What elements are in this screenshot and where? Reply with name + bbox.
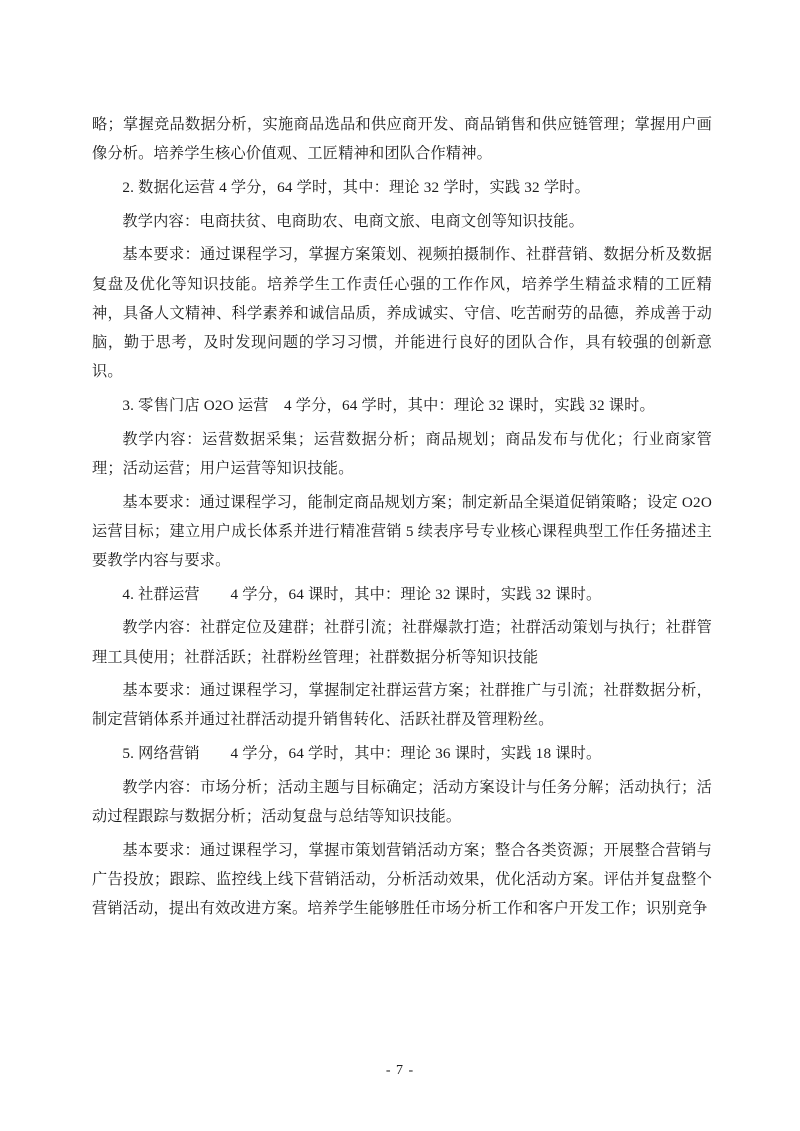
paragraph-continuation: 略；掌握竞品数据分析，实施商品选品和供应商开发、商品销售和供应链管理；掌握用户画像分析。培养学生核心价值观、工匠精神和团队合作精神。 bbox=[92, 116, 712, 163]
paragraph-course-3-content: 教学内容：运营数据采集；运营数据分析；商品规划；商品发布与优化；行业商家管理；活动运营；用户运营等知识技能。 bbox=[92, 430, 712, 477]
paragraph-course-4-heading: 4. 社群运营 4 学分，64 课时，其中：理论 32 课时，实践 32 课时。 bbox=[122, 585, 602, 603]
paragraph-course-4-requirements: 基本要求：通过课程学习，掌握制定社群运营方案；社群推广与引流；社群数据分析，制定营销体系并通过社群活动提升销售转化、活跃社群及管理粉丝。 bbox=[92, 682, 712, 729]
paragraph-course-3-requirements: 基本要求：通过课程学习，能制定商品规划方案；制定新品全渠道促销策略；设定 O2O 运营目标；建立用户成长体系并进行精准营销 5 续表序号专业核心课程典型工作任务描述主要教学内容与要求。 bbox=[92, 493, 712, 569]
paragraph-course-5-requirements: 基本要求：通过课程学习，掌握市策划营销活动方案；整合各类资源；开展整合营销与广告投放；跟踪、监控线上线下营销活动，分析活动效果，优化活动方案。评估并复盘整个营销活动，提出有效改进方案。培养学生能够胜任市场分析工作和客户开发工作；识别竞争 bbox=[92, 841, 712, 918]
page-body bbox=[92, 110, 712, 928]
paragraph-course-2-heading: 2. 数据化运营 4 学分，64 学时，其中：理论 32 学时，实践 32 学时。 bbox=[122, 178, 591, 196]
paragraph-course-5-content: 教学内容：市场分析；活动主题与目标确定；活动方案设计与任务分解；活动执行；活动过程跟踪与数据分析；活动复盘与总结等知识技能。 bbox=[92, 778, 712, 826]
paragraph-course-4-content: 教学内容：社群定位及建群；社群引流；社群爆款打造；社群活动策划与执行；社群管理工具使用；社群活跃；社群粉丝管理；社群数据分析等知识技能 bbox=[92, 619, 712, 666]
paragraph-course-5-heading: 5. 网络营销 4 学分，64 学时，其中：理论 36 课时，实践 18 课时。 bbox=[122, 745, 602, 763]
page-number: - 7 - bbox=[385, 1063, 415, 1078]
paragraph-course-2-requirements: 基本要求：通过课程学习，掌握方案策划、视频拍摄制作、社群营销、数据分析及数据复盘及优化等知识技能。培养学生工作责任心强的工作作风，培养学生精益求精的工匠精神，具备人文精神、科学素养和诚信品质，养成诚实、守信、吃苦耐劳的品德，养成善于动脑，勤于思考，及时发现问题的学习习惯，并能进行良好的团队合作，具有较强的创新意识。 bbox=[92, 246, 712, 381]
paragraph-course-3-heading: 3. 零售门店 O2O 运营 4 学分，64 学时，其中：理论 32 课时，实践 32 课时。 bbox=[122, 396, 655, 414]
paragraph-course-2-content: 教学内容：电商扶贫、电商助农、电商文旅、电商文创等知识技能。 bbox=[122, 212, 585, 230]
